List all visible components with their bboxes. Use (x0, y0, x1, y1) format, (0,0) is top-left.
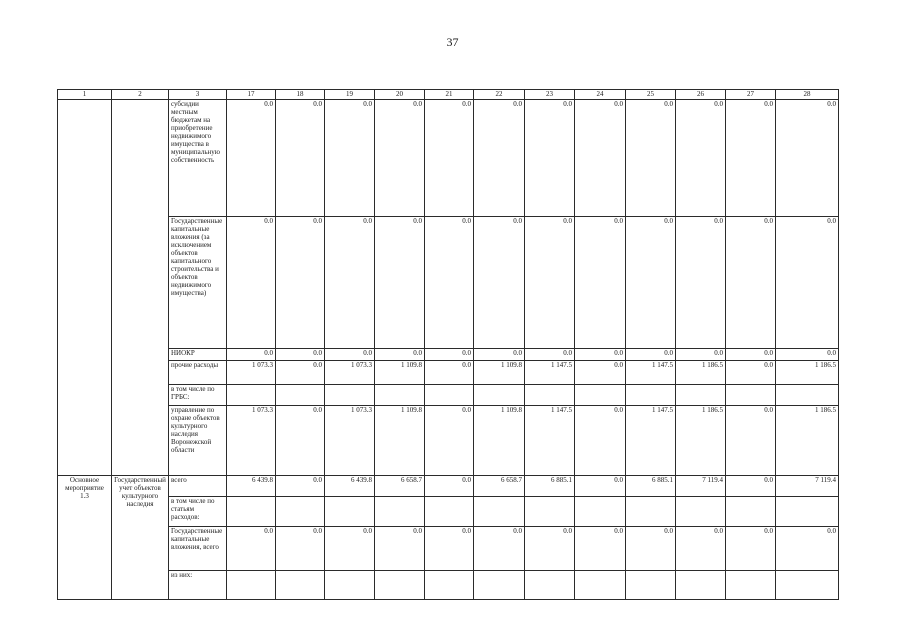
value-cell (474, 385, 525, 406)
table-row (58, 476, 839, 497)
value-cell: 0.0 (726, 527, 776, 571)
value-cell: 0.0 (525, 527, 575, 571)
value-cell (276, 571, 325, 600)
value-cell (474, 497, 525, 527)
value-cell: 0.0 (626, 527, 676, 571)
value-cell (676, 385, 726, 406)
value-cell (726, 385, 776, 406)
value-cell (726, 571, 776, 600)
value-cell (726, 497, 776, 527)
value-cell (325, 497, 375, 527)
value-cell: 0.0 (575, 349, 626, 361)
row-label: в том числе по статьям расходов: (169, 497, 227, 527)
header-cell: 27 (726, 90, 776, 100)
value-cell: 1 186.5 (776, 406, 839, 476)
header-cell: 3 (169, 90, 227, 100)
value-cell: 0.0 (726, 476, 776, 497)
header-cell: 2 (112, 90, 169, 100)
value-cell: 0.0 (776, 217, 839, 349)
value-cell: 0.0 (425, 406, 474, 476)
value-cell: 1 073.3 (325, 361, 375, 385)
value-cell: 0.0 (276, 349, 325, 361)
value-cell: 1 186.5 (676, 361, 726, 385)
value-cell: 0.0 (227, 527, 276, 571)
value-cell: 0.0 (575, 361, 626, 385)
value-cell: 1 109.8 (375, 361, 425, 385)
value-cell: 0.0 (626, 217, 676, 349)
value-cell: 0.0 (474, 527, 525, 571)
value-cell: 0.0 (425, 349, 474, 361)
value-cell (425, 571, 474, 600)
value-cell: 1 147.5 (626, 406, 676, 476)
value-cell: 1 147.5 (525, 406, 575, 476)
value-cell: 0.0 (726, 217, 776, 349)
header-cell: 26 (676, 90, 726, 100)
value-cell: 0.0 (776, 349, 839, 361)
value-cell (575, 497, 626, 527)
header-cell: 1 (58, 90, 112, 100)
value-cell (375, 497, 425, 527)
row-label: Государственные капитальные вложения (за исключением объектов капитального строительства и объектов недвижимого имущества) (169, 217, 227, 349)
header-cell: 17 (227, 90, 276, 100)
budget-table (57, 89, 839, 600)
value-cell (776, 571, 839, 600)
value-cell: 0.0 (474, 349, 525, 361)
value-cell: 0.0 (525, 100, 575, 217)
value-cell (276, 385, 325, 406)
value-cell: 0.0 (726, 349, 776, 361)
value-cell (325, 385, 375, 406)
row-label: в том числе по ГРБС: (169, 385, 227, 406)
value-cell (375, 571, 425, 600)
value-cell: 0.0 (325, 349, 375, 361)
value-cell: 1 109.8 (474, 361, 525, 385)
name-cell (112, 100, 169, 476)
table-row (58, 349, 839, 361)
value-cell: 0.0 (425, 527, 474, 571)
value-cell: 1 147.5 (525, 361, 575, 385)
value-cell (776, 497, 839, 527)
value-cell: 0.0 (726, 406, 776, 476)
value-cell: 0.0 (525, 217, 575, 349)
header-cell: 20 (375, 90, 425, 100)
header-cell: 18 (276, 90, 325, 100)
value-cell: 7 119.4 (676, 476, 726, 497)
value-cell (227, 385, 276, 406)
header-cell: 24 (575, 90, 626, 100)
value-cell (325, 571, 375, 600)
value-cell (227, 571, 276, 600)
value-cell: 1 073.3 (227, 406, 276, 476)
table-row (58, 385, 839, 406)
measure-cell (58, 100, 112, 476)
value-cell: 1 109.8 (375, 406, 425, 476)
value-cell: 0.0 (726, 361, 776, 385)
value-cell: 6 439.8 (325, 476, 375, 497)
value-cell: 0.0 (676, 527, 726, 571)
value-cell (525, 497, 575, 527)
value-cell: 0.0 (276, 527, 325, 571)
name-cell: Государственный учет объектов культурного наследия (112, 476, 169, 600)
measure-cell: Основное мероприятие 1.3 (58, 476, 112, 600)
table-body (58, 90, 839, 600)
row-label: управление по охране объектов культурного наследия Воронежской области (169, 406, 227, 476)
value-cell (375, 385, 425, 406)
value-cell: 0.0 (375, 100, 425, 217)
table-row (58, 406, 839, 476)
value-cell: 0.0 (575, 527, 626, 571)
value-cell (474, 571, 525, 600)
value-cell: 6 885.1 (525, 476, 575, 497)
value-cell: 0.0 (375, 527, 425, 571)
row-label: прочие расходы (169, 361, 227, 385)
value-cell: 0.0 (726, 100, 776, 217)
value-cell: 1 186.5 (676, 406, 726, 476)
value-cell: 0.0 (227, 349, 276, 361)
value-cell: 0.0 (776, 527, 839, 571)
row-label: Государственные капитальные вложения, всего (169, 527, 227, 571)
value-cell: 0.0 (776, 100, 839, 217)
value-cell (626, 571, 676, 600)
row-label: субсидии местным бюджетам на приобретение недвижимого имущества в муниципальную собственность (169, 100, 227, 217)
header-cell: 25 (626, 90, 676, 100)
value-cell: 1 073.3 (325, 406, 375, 476)
row-label: из них: (169, 571, 227, 600)
value-cell: 0.0 (425, 217, 474, 349)
value-cell (626, 385, 676, 406)
value-cell: 6 439.8 (227, 476, 276, 497)
value-cell: 0.0 (227, 217, 276, 349)
value-cell: 6 658.7 (375, 476, 425, 497)
value-cell: 0.0 (325, 217, 375, 349)
value-cell: 0.0 (425, 361, 474, 385)
value-cell: 0.0 (276, 476, 325, 497)
row-label: НИОКР (169, 349, 227, 361)
value-cell: 0.0 (276, 217, 325, 349)
value-cell: 0.0 (276, 406, 325, 476)
value-cell: 7 119.4 (776, 476, 839, 497)
value-cell (525, 385, 575, 406)
header-cell: 23 (525, 90, 575, 100)
header-cell: 28 (776, 90, 839, 100)
value-cell (276, 497, 325, 527)
value-cell: 0.0 (276, 361, 325, 385)
table-row (58, 527, 839, 571)
value-cell: 0.0 (575, 100, 626, 217)
value-cell (425, 497, 474, 527)
value-cell (676, 571, 726, 600)
row-label: всего (169, 476, 227, 497)
value-cell: 6 885.1 (626, 476, 676, 497)
header-cell: 22 (474, 90, 525, 100)
value-cell: 0.0 (375, 349, 425, 361)
header-row (58, 90, 839, 100)
value-cell (525, 571, 575, 600)
value-cell (776, 385, 839, 406)
value-cell (227, 497, 276, 527)
table-row (58, 571, 839, 600)
value-cell: 0.0 (276, 100, 325, 217)
value-cell (626, 497, 676, 527)
table-row (58, 217, 839, 349)
value-cell (575, 571, 626, 600)
value-cell: 1 147.5 (626, 361, 676, 385)
value-cell: 0.0 (575, 406, 626, 476)
page-number: 37 (446, 35, 459, 49)
value-cell: 0.0 (425, 100, 474, 217)
value-cell: 0.0 (325, 527, 375, 571)
value-cell: 0.0 (425, 476, 474, 497)
value-cell: 1 109.8 (474, 406, 525, 476)
table-row (58, 100, 839, 217)
value-cell: 0.0 (676, 217, 726, 349)
value-cell: 6 658.7 (474, 476, 525, 497)
value-cell: 0.0 (325, 100, 375, 217)
value-cell: 0.0 (525, 349, 575, 361)
value-cell: 0.0 (676, 349, 726, 361)
value-cell: 0.0 (676, 100, 726, 217)
value-cell: 0.0 (375, 217, 425, 349)
value-cell (676, 497, 726, 527)
value-cell: 0.0 (474, 100, 525, 217)
value-cell (575, 385, 626, 406)
header-cell: 21 (425, 90, 474, 100)
table-row (58, 497, 839, 527)
value-cell: 0.0 (575, 217, 626, 349)
header-cell: 19 (325, 90, 375, 100)
value-cell: 1 186.5 (776, 361, 839, 385)
value-cell: 0.0 (626, 100, 676, 217)
value-cell: 0.0 (227, 100, 276, 217)
value-cell (425, 385, 474, 406)
value-cell: 0.0 (474, 217, 525, 349)
value-cell: 1 073.3 (227, 361, 276, 385)
table-row (58, 361, 839, 385)
value-cell: 0.0 (626, 349, 676, 361)
value-cell: 0.0 (575, 476, 626, 497)
